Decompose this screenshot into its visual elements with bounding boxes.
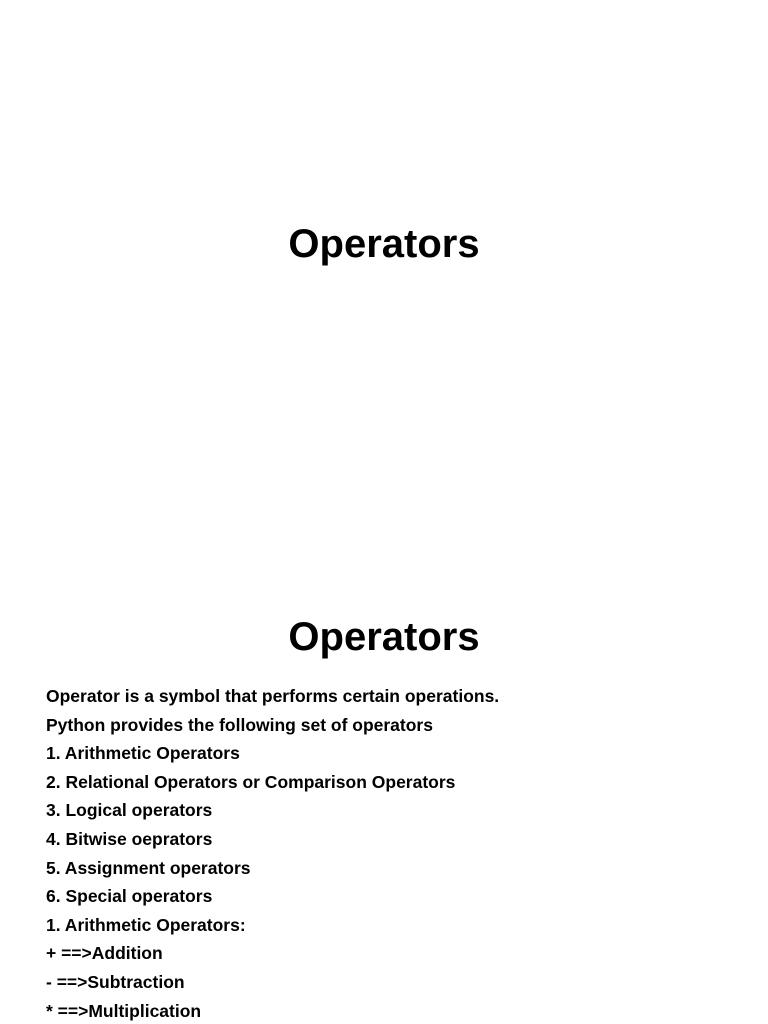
body-line: Operator is a symbol that performs certain operations. — [46, 686, 500, 706]
list-item: 2. Relational Operators or Comparison Operators — [46, 771, 456, 792]
body-line: Python provides the following set of operators — [46, 714, 433, 735]
section-heading: 1. Arithmetic Operators: — [46, 914, 246, 935]
list-item: 3. Logical operators — [46, 800, 213, 821]
slide-title: Operators — [288, 615, 480, 659]
operator-line: + ==>Addition — [46, 943, 163, 964]
slide-body — [46, 682, 746, 1024]
operator-line: - ==>Subtraction — [46, 971, 185, 992]
list-item: 5. Assignment operators — [46, 857, 251, 878]
list-item: 1. Arithmetic Operators — [46, 743, 240, 764]
operator-line: * ==>Multiplication — [46, 1000, 202, 1021]
content-slide — [0, 588, 768, 1024]
list-item: 4. Bitwise oeprators — [46, 828, 213, 849]
list-item: 6. Special operators — [46, 886, 213, 907]
slide-title: Operators — [288, 222, 480, 266]
